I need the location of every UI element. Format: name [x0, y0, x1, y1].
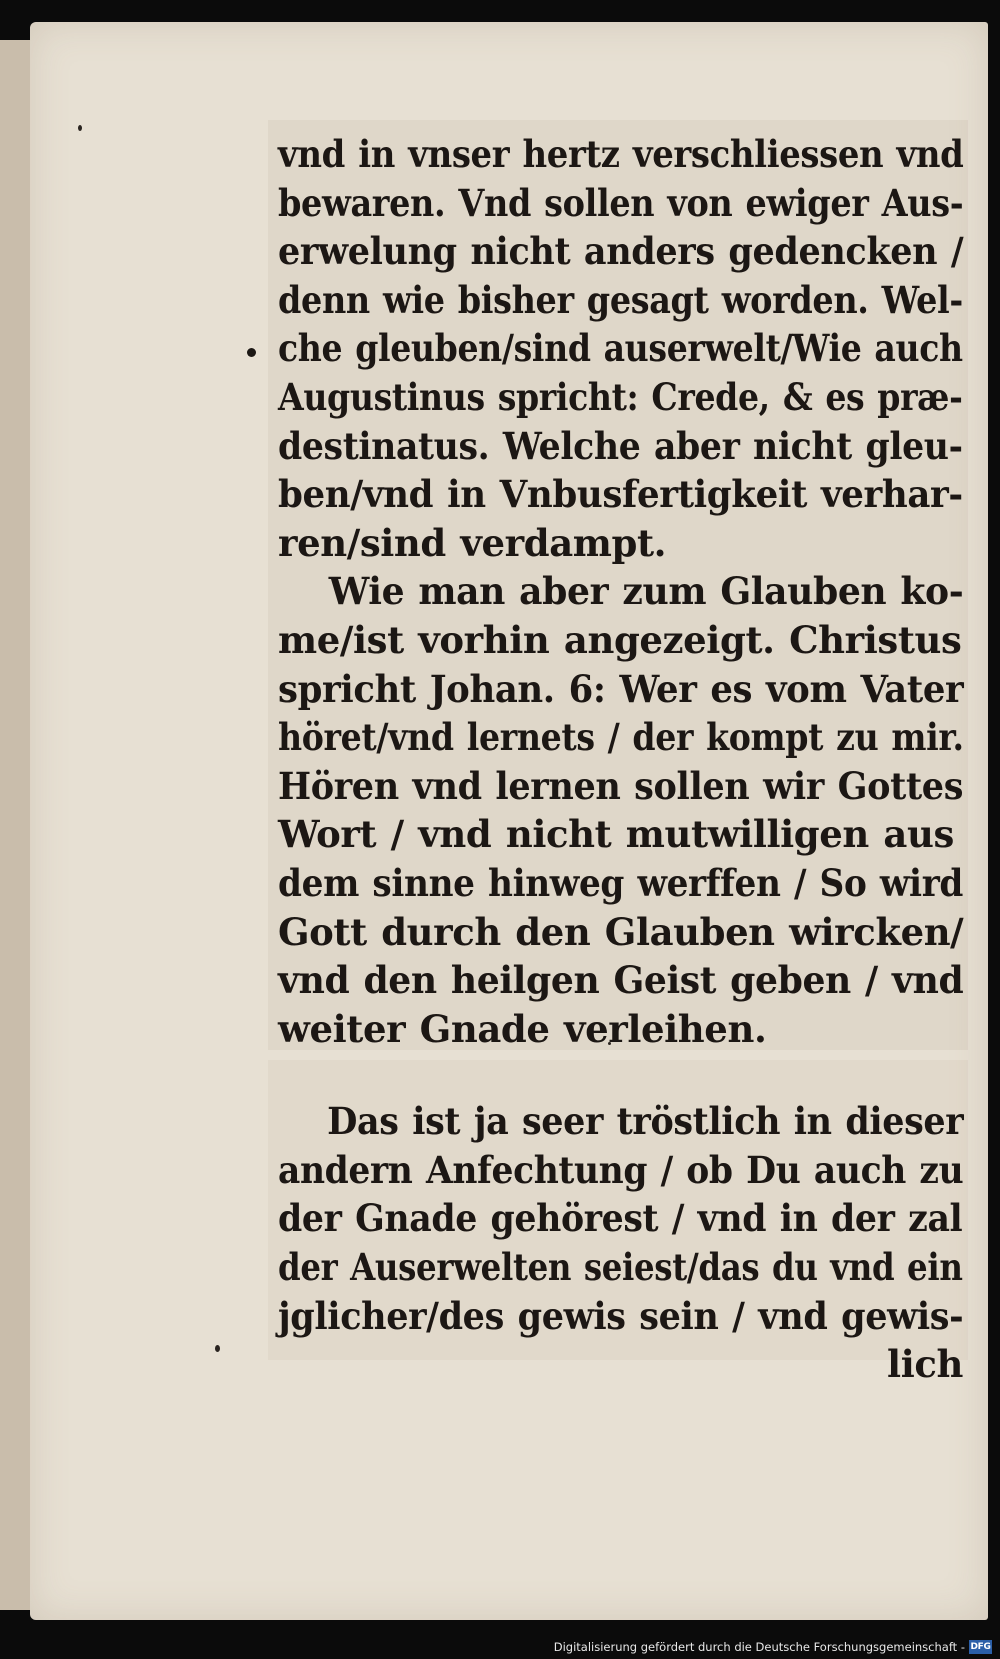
text-line: che gleuben/sind auserwelt/Wie auch — [278, 326, 963, 371]
text-line: ben/vnd in Vnbusfertigkeit verhar- — [278, 472, 963, 517]
catchword: lich — [887, 1342, 963, 1387]
text-line: denn wie bisher gesagt worden. Wel- — [278, 277, 963, 322]
page-text — [278, 130, 963, 1389]
credit-text: Digitalisierung gefördert durch die Deutsche Forschungsgemeinschaft - — [553, 1640, 965, 1654]
text-line: dem sinne hinweg werffen / So wird — [278, 860, 964, 905]
text-line: weiter Gnade verleihen. — [278, 1006, 767, 1051]
text-line: vnd in vnser hertz verschliessen vnd — [278, 132, 964, 176]
text-line: der Auserwelten seiest/das du vnd ein — [278, 1245, 963, 1290]
text-line: ren/sind verdampt. — [278, 520, 667, 565]
text-line: andern Anfechtung / ob Du auch zu — [278, 1147, 964, 1192]
text-line: Wort / vnd nicht mutwilligen aus — [278, 812, 954, 857]
text-line: der Gnade gehörest / vnd in der zal — [278, 1196, 963, 1241]
paper-speck — [215, 1345, 220, 1352]
text-line: Wie man aber zum Glauben ko- — [328, 569, 964, 614]
paper-speck — [78, 125, 82, 131]
text-line: me/ist vorhin angezeigt. Christus — [278, 617, 962, 662]
text-line: jglicher/des gewis sein / vnd gewis- — [278, 1293, 964, 1338]
text-line: erwelung nicht anders gedencken / — [278, 229, 964, 274]
text-line: vnd den heilgen Geist geben / vnd — [278, 958, 964, 1003]
scan-footer-bar — [0, 1632, 1000, 1659]
text-line: Das ist ja seer tröstlich in dieser — [327, 1099, 964, 1144]
paragraph-gap — [278, 1053, 963, 1097]
text-line: destinatus. Welche aber nicht gleu- — [278, 423, 963, 468]
text-line: bewaren. Vnd sollen von ewiger Aus- — [278, 180, 964, 225]
text-line: Augustinus spricht: Crede, & es præ- — [278, 374, 963, 419]
text-line: höret/vnd lernets / der kompt zu mir. — [278, 715, 964, 760]
text-line: spricht Johan. 6: Wer es vom Vater — [278, 666, 964, 711]
text-line: Hören vnd lernen sollen wir Gottes — [278, 763, 964, 808]
dfg-logo-icon: DFG — [970, 1642, 991, 1652]
text-line: Gott durch den Glauben wircken/ — [278, 909, 964, 954]
margin-mark — [247, 348, 256, 357]
digitization-credit — [554, 1640, 992, 1654]
